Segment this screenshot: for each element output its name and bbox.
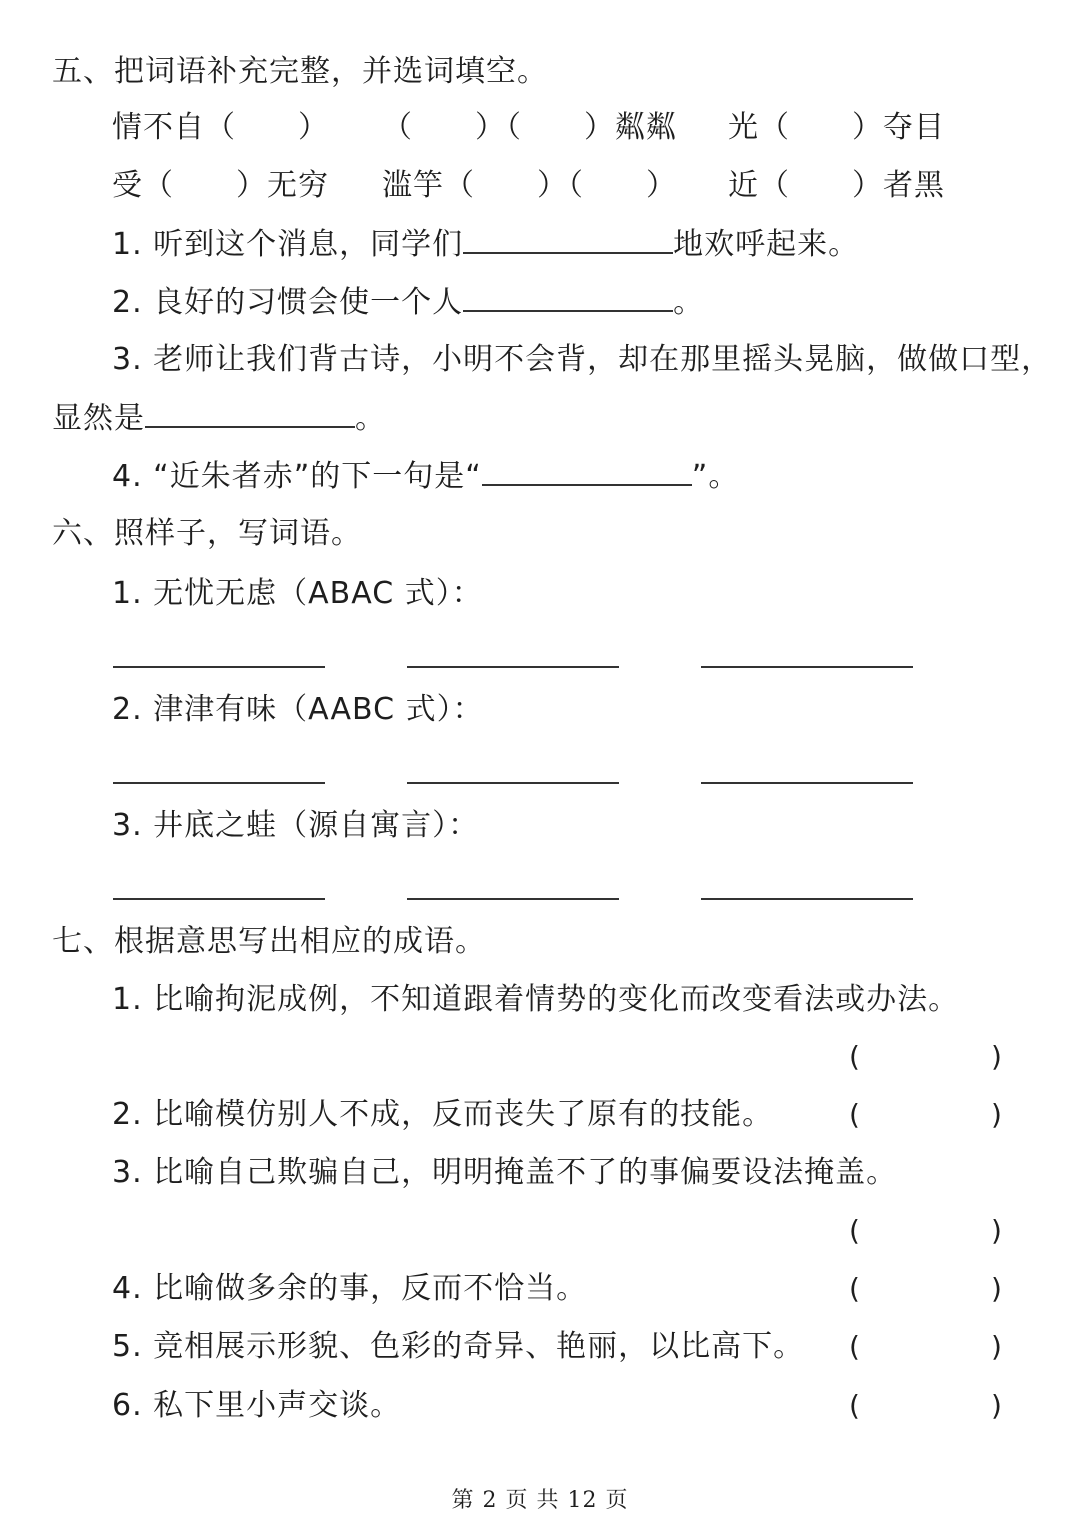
question-5-3-line1: 3. 老师让我们背古诗，小明不会背，却在那里摇头晃脑，做做口型， [112,342,1053,377]
answer-paren-open: ( [849,1098,860,1131]
answer-blank[interactable] [463,282,673,312]
page-number: 第 2 页 共 12 页 [451,1488,629,1513]
idiom-fill-2: （ ）（ ）粼粼 [382,110,677,145]
answer-paren-open: ( [849,1389,860,1422]
idiom-fill-6: 近（ ）者黑 [728,168,945,203]
answer-line[interactable] [113,782,325,784]
idiom-fill-3: 光（ ）夺目 [728,110,945,145]
answer-paren-open: ( [849,1040,860,1073]
answer-line[interactable] [701,666,913,668]
idiom-fill-4: 受（ ）无穷 [112,168,329,203]
question-5-4: 4. “近朱者赤”的下一句是“ ”。 [112,456,739,497]
answer-paren-open: ( [849,1214,860,1247]
idiom-fill-5: 滥竽（ ）（ ） [382,168,677,203]
answer-paren-open: ( [849,1272,860,1305]
answer-line[interactable] [113,666,325,668]
question-6-3: 3. 井底之蛙（源自寓言）： [112,808,480,843]
answer-line[interactable] [407,898,619,900]
answer-blank[interactable] [145,398,355,428]
question-6-1: 1. 无忧无虑（ABAC 式）： [112,576,483,611]
section-6-title: 六、照样子，写词语。 [52,516,362,551]
answer-paren-close: ) [991,1389,1002,1422]
answer-line[interactable] [407,782,619,784]
answer-blank[interactable] [463,224,673,254]
answer-blank[interactable] [482,456,692,486]
idiom-fill-1: 情不自（ ） [112,110,329,145]
question-7-1: 1. 比喻拘泥成例，不知道跟着情势的变化而改变看法或办法。 [112,982,960,1017]
answer-paren-close: ) [991,1098,1002,1131]
section-7-title: 七、根据意思写出相应的成语。 [52,924,486,959]
answer-paren-close: ) [991,1272,1002,1305]
question-5-3-line2: 显然是 。 [52,398,386,439]
answer-paren-open: ( [849,1330,860,1363]
answer-line[interactable] [701,898,913,900]
answer-paren-close: ) [991,1214,1002,1247]
question-5-1: 1. 听到这个消息，同学们 地欢呼起来。 [112,224,859,265]
question-7-2: 2. 比喻模仿别人不成，反而丧失了原有的技能。 [112,1097,774,1132]
answer-paren-close: ) [991,1330,1002,1363]
question-7-3: 3. 比喻自己欺骗自己，明明掩盖不了的事偏要设法掩盖。 [112,1155,898,1190]
answer-line[interactable] [407,666,619,668]
answer-paren-close: ) [991,1040,1002,1073]
answer-line[interactable] [701,782,913,784]
section-5-title: 五、把词语补充完整，并选词填空。 [52,54,548,89]
question-7-5: 5. 竞相展示形貌、色彩的奇异、艳丽，以比高下。 [112,1329,805,1364]
question-6-2: 2. 津津有味（AABC 式）： [112,692,484,727]
question-7-4: 4. 比喻做多余的事，反而不恰当。 [112,1271,588,1306]
question-7-6: 6. 私下里小声交谈。 [112,1388,402,1423]
answer-line[interactable] [113,898,325,900]
question-5-2: 2. 良好的习惯会使一个人 。 [112,282,704,323]
